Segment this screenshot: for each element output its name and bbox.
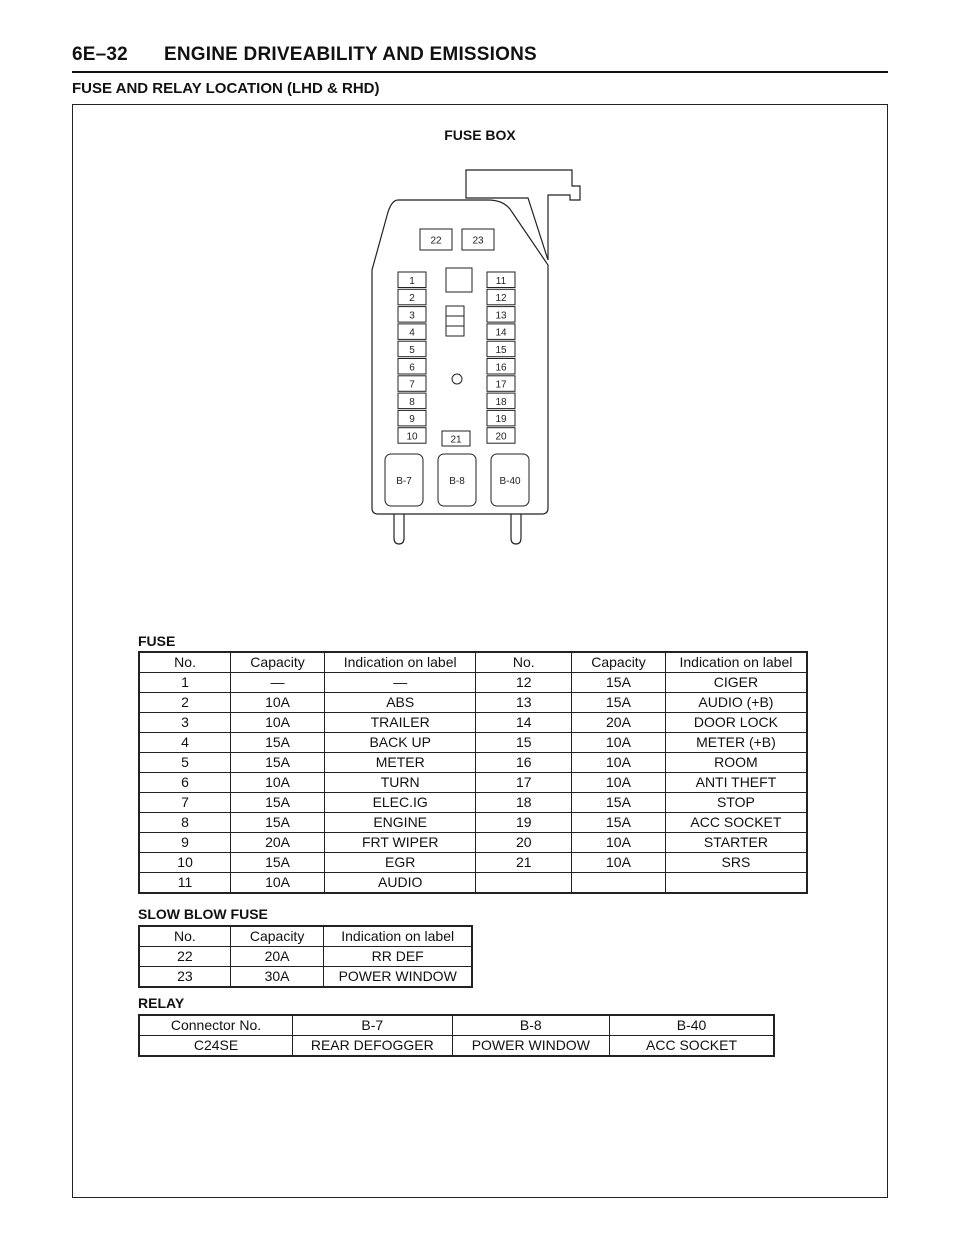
fuse-slot-label: 4 xyxy=(409,327,415,339)
screw-hole xyxy=(452,374,462,384)
fuse-slot-label: 1 xyxy=(409,275,415,287)
column-header: No. xyxy=(139,926,230,947)
table-cell: METER (+B) xyxy=(665,733,807,753)
table-cell: TURN xyxy=(324,773,476,793)
table-cell xyxy=(665,873,807,894)
table-cell: 13 xyxy=(476,693,572,713)
table-cell: 15A xyxy=(572,813,666,833)
table-row xyxy=(139,773,807,793)
table-cell: 15A xyxy=(572,693,666,713)
column-header: Indication on label xyxy=(324,926,472,947)
table-cell: POWER WINDOW xyxy=(324,967,472,988)
table-cell: 16 xyxy=(476,753,572,773)
fuse-slot-label: 20 xyxy=(495,431,507,443)
fuse-slot-label: 10 xyxy=(406,431,418,443)
table-cell: 10A xyxy=(572,773,666,793)
table-header-row xyxy=(139,652,807,673)
table-cell: POWER WINDOW xyxy=(452,1036,609,1057)
table-cell: 23 xyxy=(139,967,230,988)
table-cell: 12 xyxy=(476,673,572,693)
section-title: ENGINE DRIVEABILITY AND EMISSIONS xyxy=(164,44,537,65)
table-row xyxy=(139,753,807,773)
table-cell: 2 xyxy=(139,693,231,713)
center-block xyxy=(446,268,472,292)
fuse-box-diagram xyxy=(0,0,960,620)
table-header-row xyxy=(139,926,472,947)
table-cell: 20A xyxy=(231,833,325,853)
table-cell: AUDIO (+B) xyxy=(665,693,807,713)
relay-table-label: RELAY xyxy=(138,995,185,1011)
table-cell: 19 xyxy=(476,813,572,833)
table-cell: C24SE xyxy=(139,1036,293,1057)
table-cell xyxy=(476,873,572,894)
table-row xyxy=(139,833,807,853)
table-row xyxy=(139,713,807,733)
relay-table xyxy=(138,1014,775,1057)
table-cell: STARTER xyxy=(665,833,807,853)
table-cell: METER xyxy=(324,753,476,773)
table-cell: SRS xyxy=(665,853,807,873)
column-header: Connector No. xyxy=(139,1015,293,1036)
table-cell: 20 xyxy=(476,833,572,853)
table-cell: ACC SOCKET xyxy=(665,813,807,833)
fuse-box-clip xyxy=(466,170,580,260)
fuse-table xyxy=(138,651,808,894)
relay-slot-label: B-7 xyxy=(396,476,412,487)
table-cell xyxy=(572,873,666,894)
fuse-slot-label: 8 xyxy=(409,396,415,408)
table-cell: 10 xyxy=(139,853,231,873)
fuse-slot-label: 6 xyxy=(409,362,415,374)
fuse-slot-label: 14 xyxy=(495,327,507,339)
table-cell: 10A xyxy=(231,693,325,713)
table-cell: 15A xyxy=(231,813,325,833)
column-header: Indication on label xyxy=(324,652,476,673)
fuse-box-title: FUSE BOX xyxy=(444,127,516,143)
table-cell: 14 xyxy=(476,713,572,733)
column-header: Capacity xyxy=(572,652,666,673)
table-cell: 30A xyxy=(230,967,324,988)
table-cell: 10A xyxy=(231,713,325,733)
table-row xyxy=(139,1036,774,1057)
table-cell: TRAILER xyxy=(324,713,476,733)
slow-blow-fuse-slot-label: 23 xyxy=(472,235,484,247)
fuse-slot-label: 16 xyxy=(495,362,507,374)
column-header: No. xyxy=(476,652,572,673)
table-cell: 10A xyxy=(572,733,666,753)
table-row xyxy=(139,853,807,873)
table-cell: AUDIO xyxy=(324,873,476,894)
table-cell: 10A xyxy=(231,773,325,793)
table-cell: ROOM xyxy=(665,753,807,773)
fuse-table-label: FUSE xyxy=(138,633,176,649)
fuse-slot-label: 5 xyxy=(409,344,415,356)
table-cell: 15A xyxy=(231,793,325,813)
table-cell: — xyxy=(231,673,325,693)
table-cell: 20A xyxy=(230,947,324,967)
column-header: B-40 xyxy=(610,1015,774,1036)
fuse-slot-label: 2 xyxy=(409,293,415,305)
table-cell: 17 xyxy=(476,773,572,793)
slow-blow-fuse-slot-label: 22 xyxy=(430,235,442,247)
table-cell: 5 xyxy=(139,753,231,773)
table-cell: DOOR LOCK xyxy=(665,713,807,733)
column-header: No. xyxy=(139,652,231,673)
table-cell: 10A xyxy=(572,853,666,873)
table-cell: STOP xyxy=(665,793,807,813)
table-cell: 18 xyxy=(476,793,572,813)
table-header-row xyxy=(139,1015,774,1036)
relay-slot-label: B-8 xyxy=(449,476,465,487)
table-cell: 6 xyxy=(139,773,231,793)
table-cell: 11 xyxy=(139,873,231,894)
table-cell: 10A xyxy=(572,753,666,773)
fuse-slot-label: 15 xyxy=(495,344,507,356)
table-row xyxy=(139,967,472,988)
table-cell: 22 xyxy=(139,947,230,967)
page-subtitle: FUSE AND RELAY LOCATION (LHD & RHD) xyxy=(72,80,380,97)
table-cell: 4 xyxy=(139,733,231,753)
table-cell: 10A xyxy=(231,873,325,894)
table-cell: RR DEF xyxy=(324,947,472,967)
fuse-slot-label: 3 xyxy=(409,310,415,322)
table-cell: BACK UP xyxy=(324,733,476,753)
fuse-slot-label: 18 xyxy=(495,396,507,408)
fuse-slot-label: 21 xyxy=(450,434,462,446)
table-cell: EGR xyxy=(324,853,476,873)
fuse-slot-label: 11 xyxy=(495,275,507,287)
table-cell: 7 xyxy=(139,793,231,813)
table-cell: 15A xyxy=(231,753,325,773)
table-row xyxy=(139,813,807,833)
left-leg xyxy=(394,514,404,544)
table-cell: FRT WIPER xyxy=(324,833,476,853)
table-cell: 8 xyxy=(139,813,231,833)
table-row xyxy=(139,793,807,813)
fuse-slot-label: 17 xyxy=(495,379,507,391)
table-cell: 15 xyxy=(476,733,572,753)
column-header: Capacity xyxy=(231,652,325,673)
table-cell: 15A xyxy=(572,793,666,813)
slow-blow-table-label: SLOW BLOW FUSE xyxy=(138,906,268,922)
table-cell: ELEC.IG xyxy=(324,793,476,813)
table-row xyxy=(139,673,807,693)
column-header: B-8 xyxy=(452,1015,609,1036)
table-row xyxy=(139,693,807,713)
relay-slot-label: B-40 xyxy=(499,476,521,487)
table-cell: 9 xyxy=(139,833,231,853)
fuse-slot-label: 13 xyxy=(495,310,507,322)
table-cell: REAR DEFOGGER xyxy=(293,1036,453,1057)
table-row xyxy=(139,873,807,894)
table-cell: 20A xyxy=(572,713,666,733)
table-row xyxy=(139,947,472,967)
table-cell: 21 xyxy=(476,853,572,873)
table-cell: ACC SOCKET xyxy=(610,1036,774,1057)
table-cell: CIGER xyxy=(665,673,807,693)
fuse-slot-label: 7 xyxy=(409,379,415,391)
right-leg xyxy=(511,514,521,544)
table-cell: 15A xyxy=(231,733,325,753)
slow-blow-fuse-table xyxy=(138,925,473,988)
table-cell: 10A xyxy=(572,833,666,853)
fuse-slot-label: 12 xyxy=(495,293,507,305)
table-cell: ABS xyxy=(324,693,476,713)
table-cell: ENGINE xyxy=(324,813,476,833)
table-row xyxy=(139,733,807,753)
table-cell: 1 xyxy=(139,673,231,693)
column-header: B-7 xyxy=(293,1015,453,1036)
table-cell: 15A xyxy=(231,853,325,873)
page-number: 6E–32 xyxy=(72,44,128,65)
spare-fuse-stack xyxy=(446,306,464,336)
fuse-slot-label: 9 xyxy=(409,414,415,426)
table-cell: — xyxy=(324,673,476,693)
table-cell: 3 xyxy=(139,713,231,733)
fuse-slot-label: 19 xyxy=(495,414,507,426)
table-cell: 15A xyxy=(572,673,666,693)
table-cell: ANTI THEFT xyxy=(665,773,807,793)
column-header: Indication on label xyxy=(665,652,807,673)
column-header: Capacity xyxy=(230,926,324,947)
